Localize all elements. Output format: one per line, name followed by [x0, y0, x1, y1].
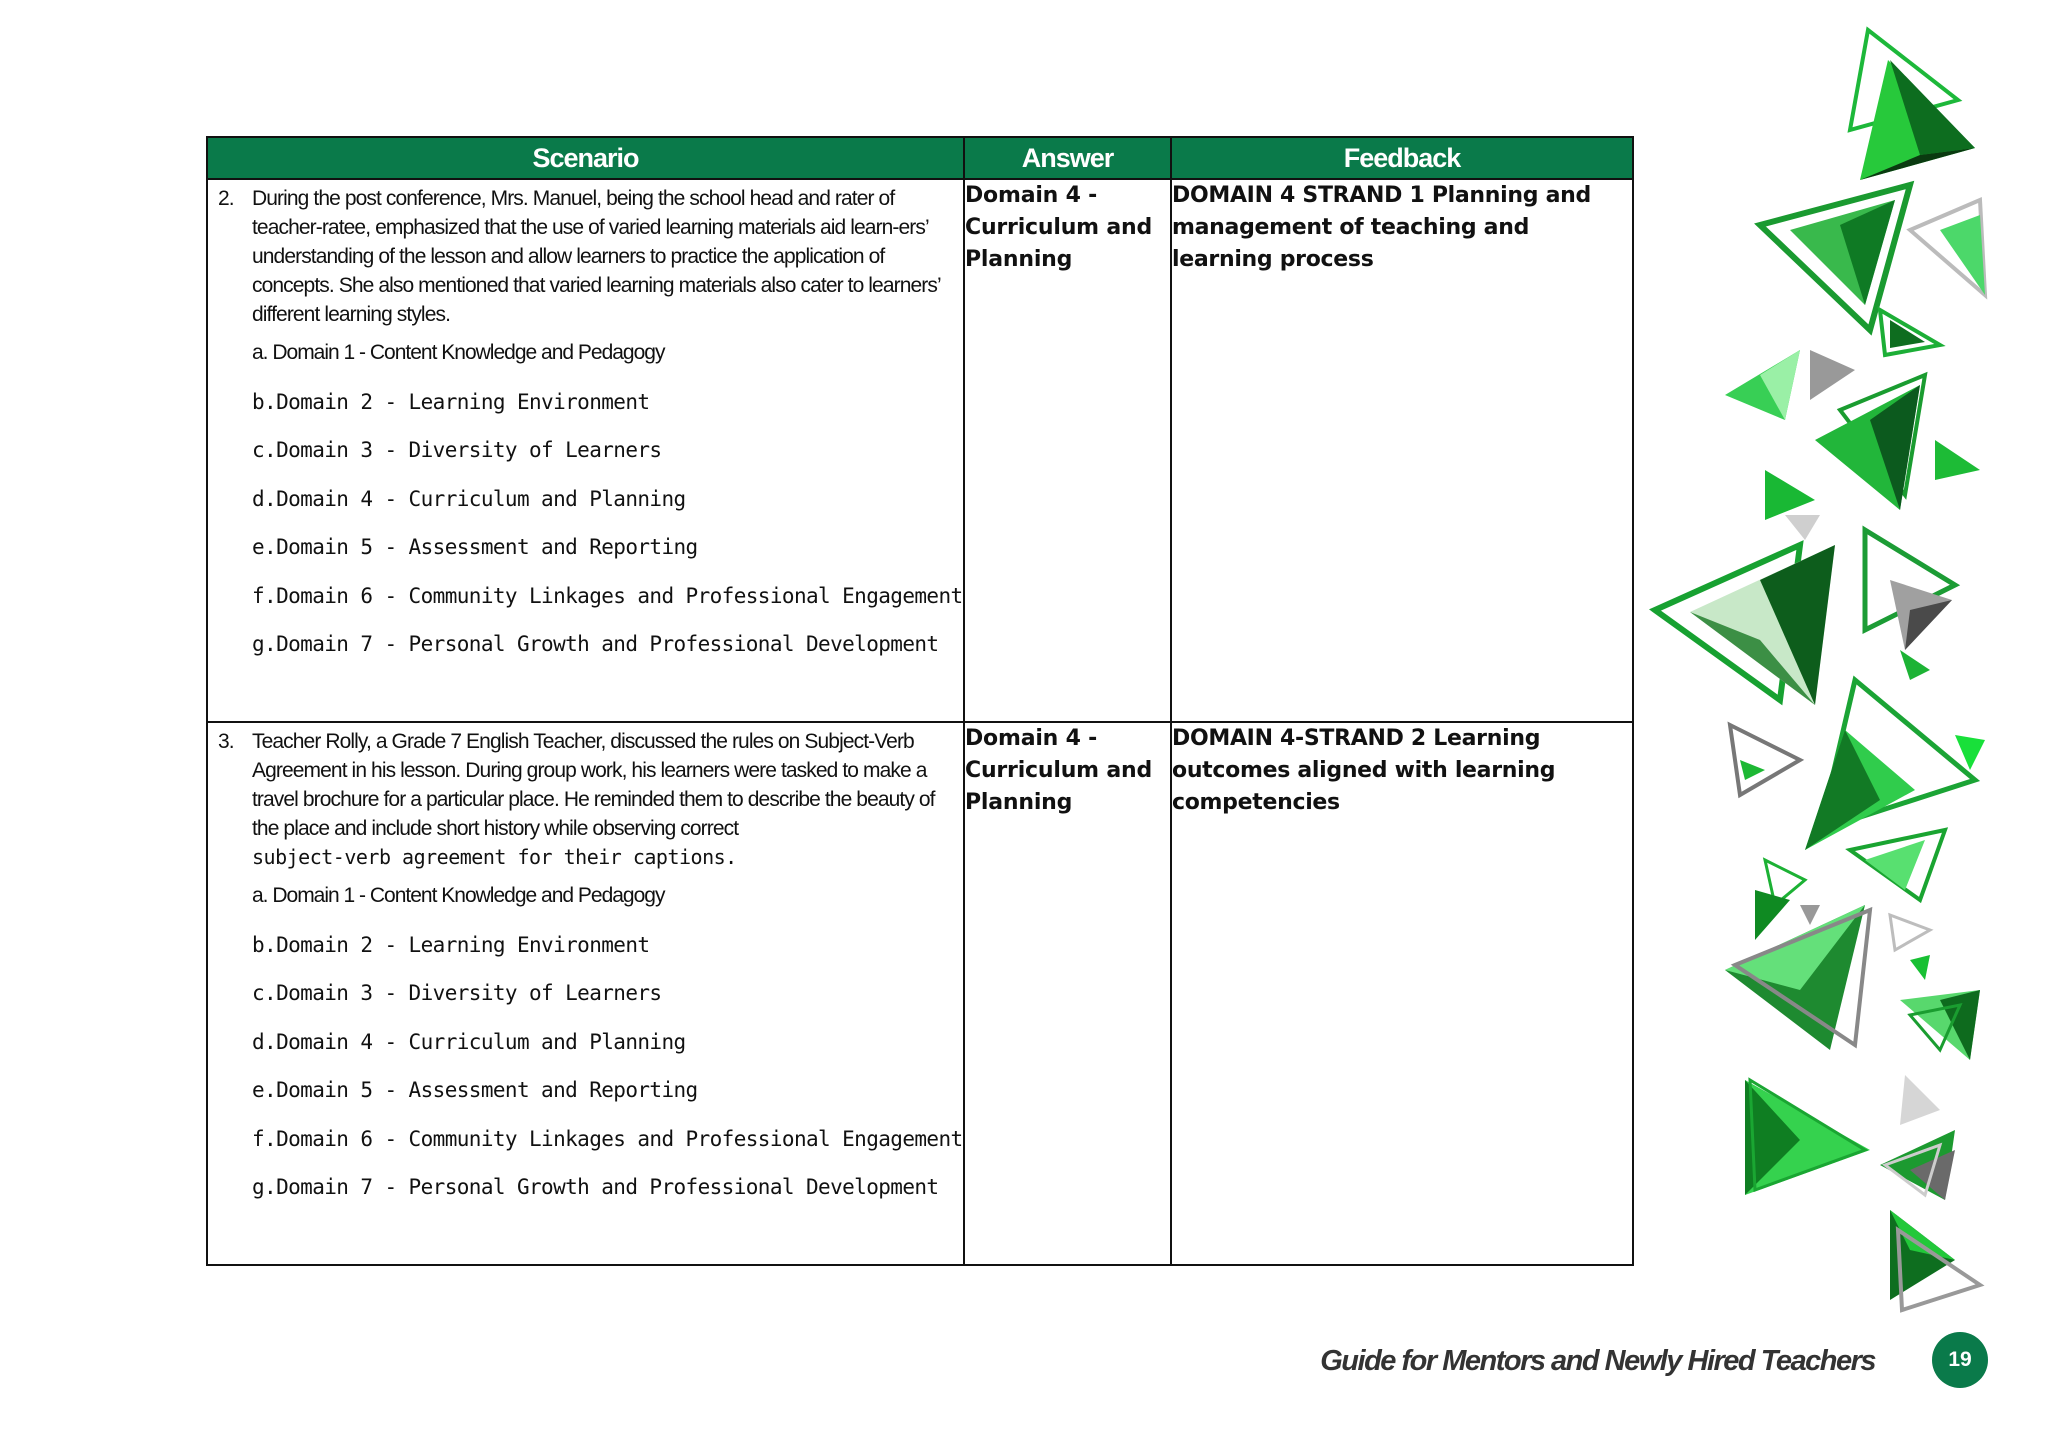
option-f: f.Domain 6 - Community Linkages and Professional Engagement: [252, 1126, 963, 1151]
option-c: c.Domain 3 - Diversity of Learners: [252, 438, 662, 462]
option-g: g.Domain 7 - Personal Growth and Professional Development: [252, 632, 939, 656]
option-b: b.Domain 2 - Learning Environment: [252, 932, 650, 957]
scenario-cell: [207, 179, 964, 722]
feedback-cell: DOMAIN 4 STRAND 1 Planning and management of teaching and learning process: [1171, 179, 1633, 722]
table-row: [207, 722, 1633, 1265]
options-list: [208, 884, 963, 1224]
scenario-cell: [207, 722, 964, 1265]
option-d: d.Domain 4 - Curriculum and Planning: [252, 486, 686, 511]
option-c: c.Domain 3 - Diversity of Learners: [252, 981, 662, 1005]
footer-guide-title: Guide for Mentors and Newly Hired Teachers: [1320, 1345, 1875, 1377]
option-g: g.Domain 7 - Personal Growth and Professional Development: [252, 1175, 939, 1199]
option-a: a. Domain 1 - Content Knowledge and Pedagogy: [252, 341, 665, 364]
table-header-row: [207, 137, 1633, 179]
option-e: e.Domain 5 - Assessment and Reporting: [252, 535, 698, 559]
page-number-badge: 19: [1932, 1332, 1988, 1388]
header-feedback: Feedback: [1171, 137, 1633, 179]
decorative-triangles: [1640, 0, 2048, 1448]
options-list: [208, 341, 963, 681]
answer-cell: Domain 4 - Curriculum and Planning: [964, 179, 1171, 722]
option-f: f.Domain 6 - Community Linkages and Professional Engagement: [252, 583, 963, 608]
option-d: d.Domain 4 - Curriculum and Planning: [252, 1029, 686, 1054]
scenario-number: 2.: [218, 187, 234, 210]
scenario-number: 3.: [218, 730, 234, 753]
scenario-text: During the post conference, Mrs. Manuel, being the school head and rater of teacher-ratee, emphasized that the use of varied learning materials aid learn-ers’ understanding of the lesson and allow learners to practice the application of concepts. She also mentioned that varied learning materials also cater to learners’ different learning styles.: [252, 187, 940, 326]
option-a: a. Domain 1 - Content Knowledge and Pedagogy: [252, 884, 665, 907]
option-e: e.Domain 5 - Assessment and Reporting: [252, 1078, 698, 1102]
scenario-table: [206, 136, 1634, 1266]
header-scenario: Scenario: [207, 137, 964, 179]
answer-cell: Domain 4 - Curriculum and Planning: [964, 722, 1171, 1265]
feedback-cell: DOMAIN 4-STRAND 2 Learning outcomes aligned with learning competencies: [1171, 722, 1633, 1265]
scenario-text-tail: subject-verb agreement for their captions.: [252, 845, 737, 869]
header-answer: Answer: [964, 137, 1171, 179]
option-b: b.Domain 2 - Learning Environment: [252, 389, 650, 414]
table-row: [207, 179, 1633, 722]
scenario-text: Teacher Rolly, a Grade 7 English Teacher, discussed the rules on Subject-Verb Agreement in his lesson. During group work, his learners were tasked to make a travel brochure for a particular place. He reminded them to describe the beauty of the place and include short history while observing correct: [252, 730, 935, 840]
